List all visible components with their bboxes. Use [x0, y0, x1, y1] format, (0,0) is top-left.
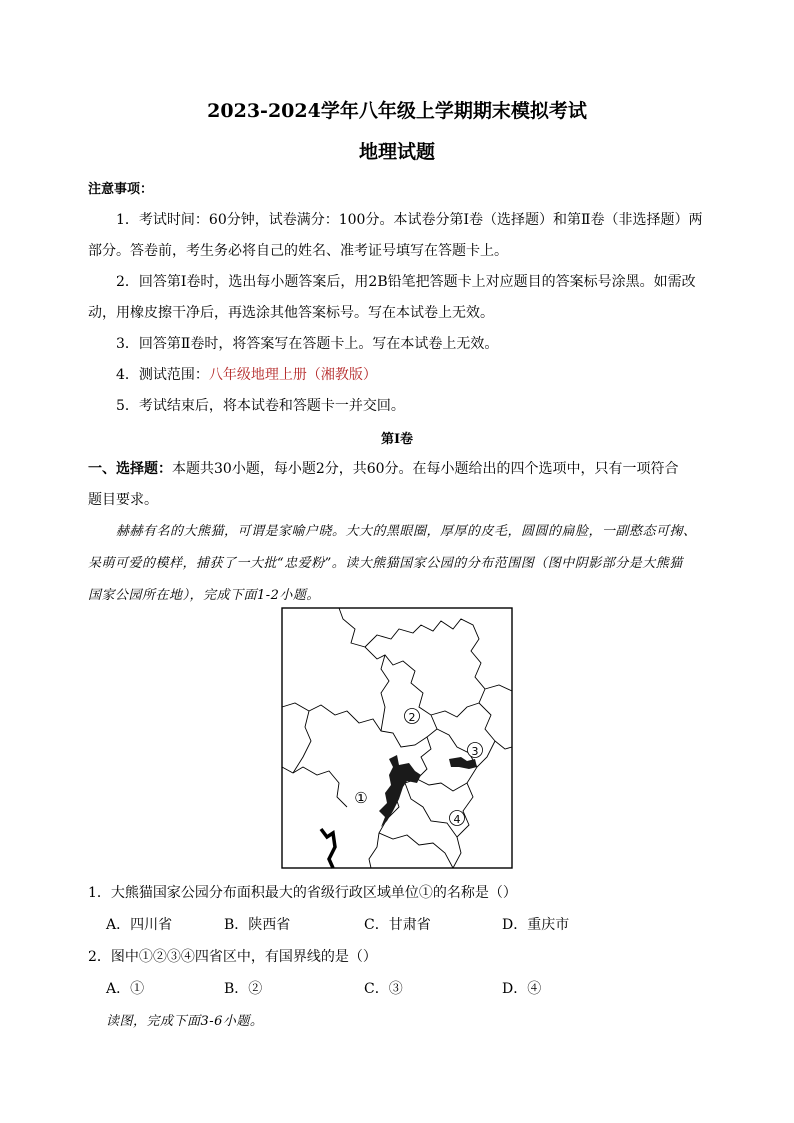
- section-instruction-line-1: [88, 458, 679, 478]
- question-2-stem: 2．图中①②③④四省区中，有国界线的是（）: [88, 949, 377, 965]
- question-2-option-c[interactable]: C．③: [364, 981, 403, 997]
- passage-line-1: 赫赫有名的大熊猫，可谓是家喻户晓。大大的黑眼圈，厚厚的皮毛，圆圆的扁脸，一副憨态可掬、: [116, 524, 697, 539]
- test-scope: 八年级地理上册（湘教版）: [208, 367, 377, 383]
- notice-item-4: [116, 364, 377, 384]
- section-label: 一、选择题：: [88, 461, 172, 477]
- section-text: 本题共30小题，每小题2分，共60分。在每小题给出的四个选项中，只有一项符合: [172, 461, 679, 477]
- next-prompt: 读图，完成下面3-6小题。: [106, 1014, 264, 1029]
- map-label-2-text: 2: [408, 711, 416, 724]
- map-label-1: ①: [354, 789, 368, 807]
- map-frame: [282, 608, 512, 868]
- question-2-option-b[interactable]: B．②: [224, 981, 263, 997]
- question-2-option-a[interactable]: A．①: [106, 981, 145, 997]
- passage-line-2: 呆萌可爱的模样，捕获了一大批“忠爱粉”。读大熊猫国家公园的分布范围图（图中阴影部分是大熊猫: [88, 556, 683, 571]
- page-title: 2023-2024学年八年级上学期期末模拟考试: [207, 100, 587, 122]
- question-1-stem: 1．大熊猫国家公园分布面积最大的省级行政区域单位①的名称是（）: [88, 885, 517, 901]
- volume-heading: 第Ⅰ卷: [380, 432, 414, 447]
- question-2-option-d[interactable]: D．④: [502, 981, 542, 997]
- page-subtitle: 地理试题: [358, 141, 435, 163]
- passage-line-3: 国家公园所在地），完成下面1-2小题。: [88, 588, 320, 603]
- map-label-4-text: 4: [453, 813, 461, 826]
- notice-item-5: 5．考试结束后，将本试卷和答题卡一并交回。: [116, 398, 405, 414]
- question-1-option-b[interactable]: B．陕西省: [224, 917, 291, 933]
- map-label-3-text: 3: [471, 745, 479, 758]
- question-1-option-a[interactable]: A．四川省: [106, 917, 173, 933]
- notice-item-3: 3．回答第Ⅱ卷时，将答案写在答题卡上。写在本试卷上无效。: [116, 336, 499, 352]
- panda-park-map: [281, 607, 513, 869]
- question-1-option-d[interactable]: D．重庆市: [502, 917, 570, 933]
- notice-item-4-prefix: 4．测试范围：: [116, 367, 209, 383]
- notice-item-2-line-2: 动，用橡皮擦干净后，再选涂其他答案标号。写在本试卷上无效。: [88, 305, 494, 321]
- notice-item-1-line-2: 部分。答卷前，考生务必将自己的姓名、准考证号填写在答题卡上。: [88, 243, 508, 259]
- section-instruction-line-2: 题目要求。: [88, 492, 158, 508]
- question-1-option-c[interactable]: C．甘肃省: [364, 917, 431, 933]
- notice-heading: 注意事项：: [88, 182, 154, 197]
- notice-item-1-line-1: 1．考试时间：60分钟，试卷满分：100分。本试卷分第Ⅰ卷（选择题）和第Ⅱ卷（非选择题）两: [116, 212, 703, 228]
- notice-item-2-line-1: 2．回答第Ⅰ卷时，选出每小题答案后，用2B铅笔把答题卡上对应题目的答案标号涂黑。如需改: [116, 274, 696, 290]
